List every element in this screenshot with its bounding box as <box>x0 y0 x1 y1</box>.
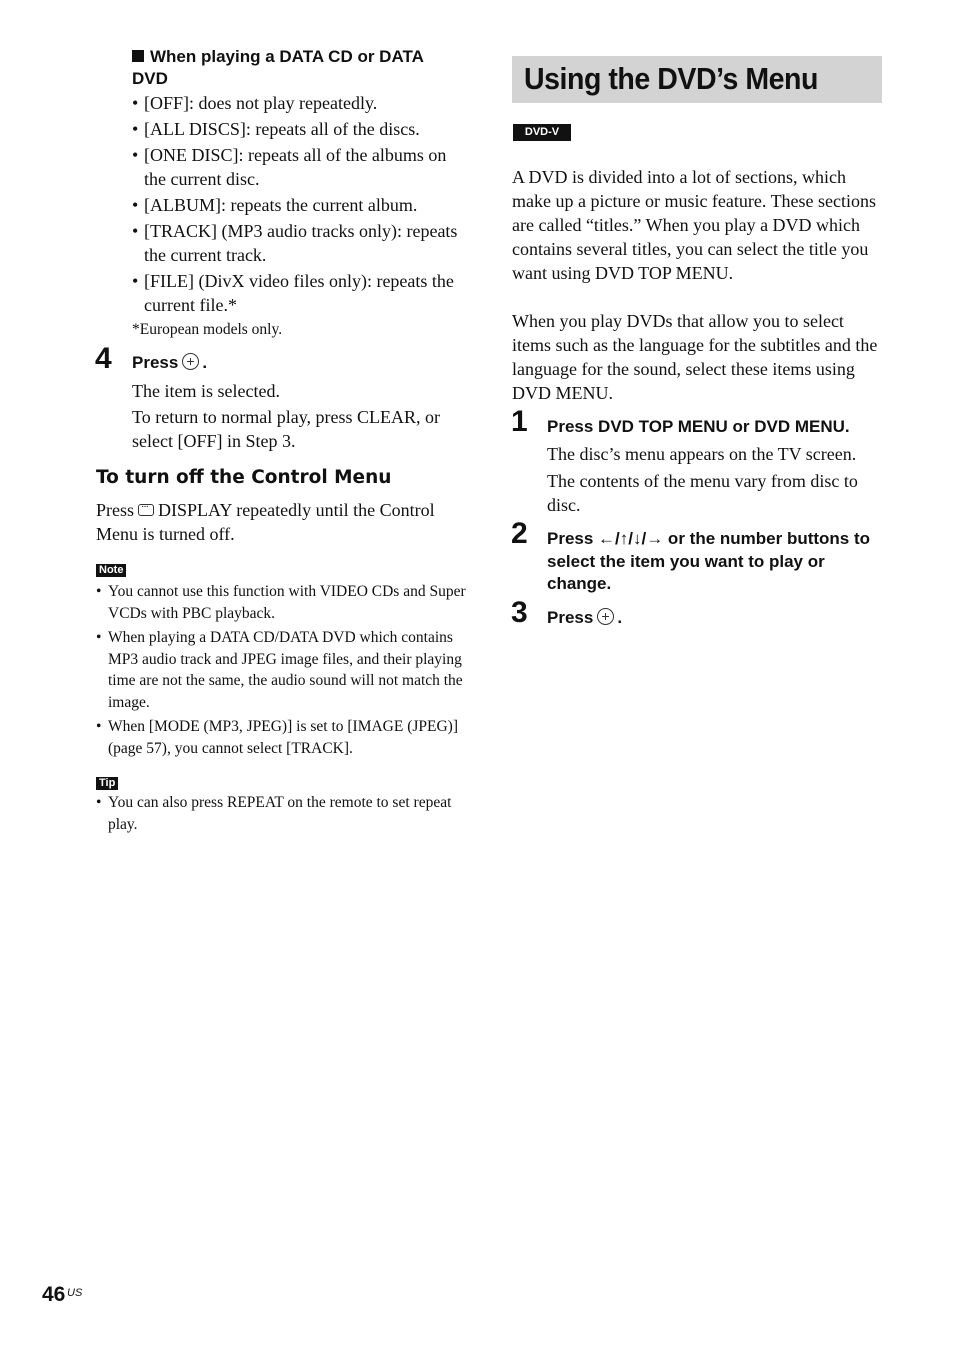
display-button-icon <box>138 504 154 516</box>
list-item: • When [MODE (MP3, JPEG)] is set to [IMAGE (JPEG)] (page 57), you cannot select [TRACK]. <box>96 718 459 757</box>
step-4-line-1: The item is selected. <box>132 381 280 401</box>
step-1-number: 1 <box>511 405 528 438</box>
note-label: Note <box>96 564 126 577</box>
list-item: • [OFF]: does not play repeatedly. <box>132 93 378 113</box>
step-1-title: Press DVD TOP MENU or DVD MENU. <box>547 417 850 436</box>
intro-paragraph-1: A DVD is divided into a lot of sections, which make up a picture or music feature. These sections are called “titles.” When you play a DVD which contains several titles, you can select the title you want using DVD TOP MENU. <box>512 167 877 283</box>
step-1-line-2: The contents of the menu vary from disc to disc. <box>547 471 858 515</box>
step-3-title: Press . <box>547 608 623 627</box>
square-bullet-icon <box>132 50 144 62</box>
tips-list <box>96 792 468 837</box>
list-item: • [FILE] (DivX video files only): repeats the current file.* <box>132 271 454 315</box>
notes-list <box>96 581 468 761</box>
page-title: Using the DVD’s Menu <box>524 61 818 96</box>
step-3-number: 3 <box>511 596 528 629</box>
page-title-box <box>512 56 882 103</box>
page-region-superscript: US <box>67 1287 83 1299</box>
list-item: • You can also press REPEAT on the remote to set repeat play. <box>96 794 452 833</box>
enter-button-icon <box>182 353 199 370</box>
tip-label: Tip <box>96 777 118 790</box>
intro-paragraph-2: When you play DVDs that allow you to select items such as the language for the subtitles and the language for the sound, select these items using DVD MENU. <box>512 311 878 403</box>
list-item: • [ALBUM]: repeats the current album. <box>132 195 418 215</box>
sub-heading-data-cd: When playing a DATA CD or DATA DVD <box>132 47 424 88</box>
list-item: • [ALL DISCS]: repeats all of the discs. <box>132 119 420 139</box>
list-item: • When playing a DATA CD/DATA DVD which contains MP3 audio track and JPEG image files, and their playing time are not the same, the audio sound will not match the image. <box>96 629 463 711</box>
list-item: • [TRACK] (MP3 audio tracks only): repeats the current track. <box>132 221 458 265</box>
step-4-line-2: To return to normal play, press CLEAR, or select [OFF] in Step 3. <box>132 407 441 451</box>
repeat-options-list <box>132 91 468 319</box>
step-4-title: Press . <box>132 353 208 372</box>
section-heading-turn-off: To turn off the Control Menu <box>96 467 392 488</box>
step-1-line-1: The disc’s menu appears on the TV screen. <box>547 444 857 464</box>
step-4-number: 4 <box>95 342 112 375</box>
page-number: 46 <box>42 1283 66 1306</box>
list-item: • [ONE DISC]: repeats all of the albums on the current disc. <box>132 145 447 189</box>
step-2-number: 2 <box>511 517 528 550</box>
turn-off-text: Press··· DISPLAY repeatedly until the Control Menu is turned off. <box>96 498 468 546</box>
dvd-v-badge: DVD-V <box>513 124 571 141</box>
footnote: *European models only. <box>132 321 283 338</box>
list-item: • You cannot use this function with VIDEO CDs and Super VCDs with PBC playback. <box>96 583 466 622</box>
step-2-title: Press ←/↑/↓/→ or the number buttons to select the item you want to play or change. <box>547 529 871 593</box>
enter-button-icon <box>597 608 614 625</box>
